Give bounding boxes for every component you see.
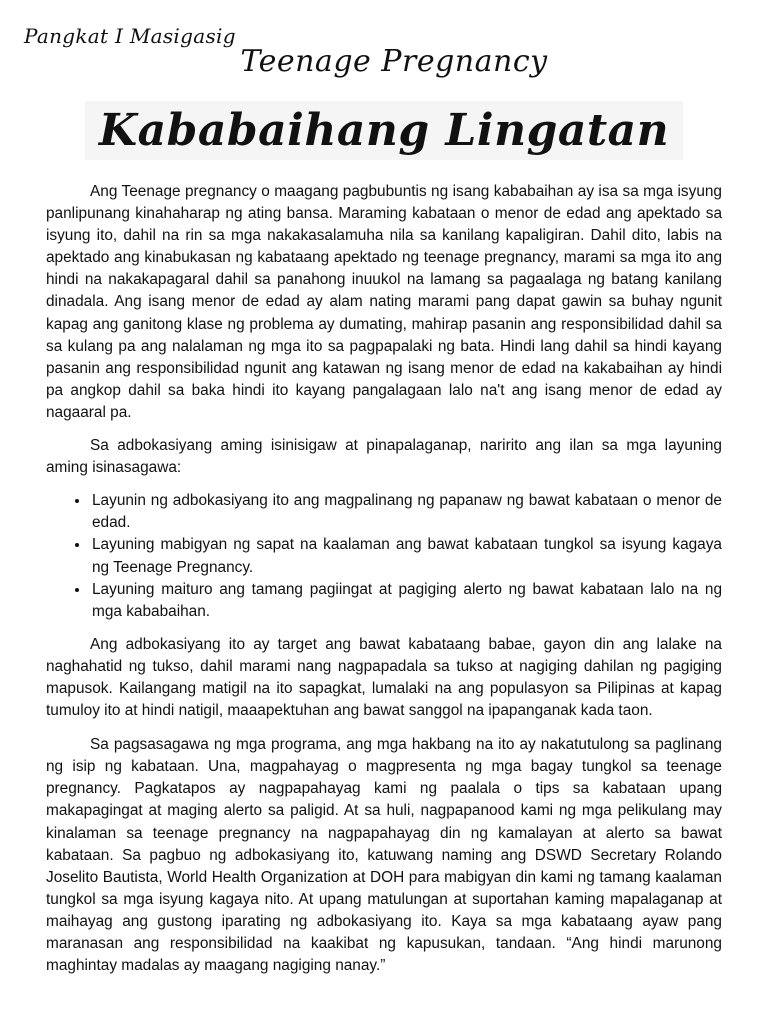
subtitle: Teenage Pregnancy: [240, 44, 548, 79]
title-block: [0, 44, 768, 160]
objectives-intro-paragraph: Sa adbokasiyang aming isinisigaw at pinapalaganap, naririto ang ilan sa mga layuning aming isinasagawa:: [46, 437, 722, 477]
list-item: • Layunin ng adbokasiyang ito ang magpalinang ng papanaw ng bawat kabataan o menor de edad.: [90, 490, 722, 534]
objectives-list: [46, 490, 722, 623]
intro-paragraph: Ang Teenage pregnancy o maagang pagbubuntis ng isang kababaihan ay isa sa mga isyung panlipunang kinahaharap ng ating bansa. Maraming kabataan o menor de edad ang apektado sa isyung ito, dahil na rin sa mga nakakasalamuha nila sa kanilang kapaligiran. Dahil dito, labis na apektado ang kinabukasan ng kabataang apektado ng teenage pregnancy, marami sa mga ito ang hindi na nakakapagaral dahil sa panahong inuukol na lamang sa pagaalaga ng batang kanilang dinadala. Ang isang menor de edad ay alam nating marami pang dapat gawin sa buhay ngunit kapag ang ganitong klase ng problema ay dumating, mahirap pasanin ang responsibilidad dahil sa sa kulang pa ang nalalaman ng mga ito sa pagpapalaki ng bata. Hindi lang dahil sa hindi kayang pasanin ang responsibilidad ngunit ang katawan ng isang menor de edad na kakabaihan ay hindi pa angkop dahil sa baka hindi ito kayang pangalagaan lalo na't ang isang menor de edad ay nagaaral pa.: [46, 183, 722, 421]
list-item: • Layuning maituro ang tamang pagiingat at pagiging alerto ng bawat kabataan lalo na ng mga kababaihan.: [90, 579, 722, 623]
group-label: Pangkat I Masigasig: [24, 24, 236, 48]
page-title: Kababaihang Lingatan: [85, 101, 683, 160]
list-item: • Layuning mabigyan ng sapat na kaalaman ang bawat kabataan tungkol sa isyung kagaya ng Teenage Pregnancy.: [90, 534, 722, 578]
programs-paragraph: Sa pagsasagawa ng mga programa, ang mga hakbang na ito ay nakatutulong sa paglinang ng isip ng kabataan. Una, magpahayag o magpresenta ng mga bagay tungkol sa teenage pregnancy. Pagkatapos ay nagpapahayag kami ng paalala o tips sa kabataan upang makapagingat at maging alerto sa paligid. At sa huli, nagpapanood kami ng mga pelikulang may kinalaman sa teenage pregnancy na nagpapahayag din ng kamalayan at alerto sa bawat kabataan. Sa pagbuo ng adbokasiyang ito, katuwang naming ang DSWD Secretary Rolando Joselito Bautista, World Health Organization at DOH para mabigyan din kami ng tamang kaalaman tungkol sa mga isyung kagaya nito. At upang matulungan at suportahan kaming mapalaganap at maihayag ang gustong iparating ng adbokasiyang ito. Kaya sa mga kabataang ayaw pang maranasan ang responsibilidad na kaakibat ng kapusukan, tandaan. “Ang hindi marunong maghintay madalas ay maagang nagiging nanay.”: [46, 736, 722, 975]
target-paragraph: Ang adbokasiyang ito ay target ang bawat kabataang babae, gayon din ang lalake na naghahatid ng tukso, dahil marami nang nagpapadala sa tukso at nagiging dahilan ng pagiging mapusok. Kailangang matigil na ito sapagkat, lumalaki na ang populasyon sa Pilipinas at kapag tumuloy ito at hindi natigil, maaapektuhan ang bawat sanggol na ipapanganak kada taon.: [46, 635, 722, 720]
document-body: [46, 181, 722, 988]
